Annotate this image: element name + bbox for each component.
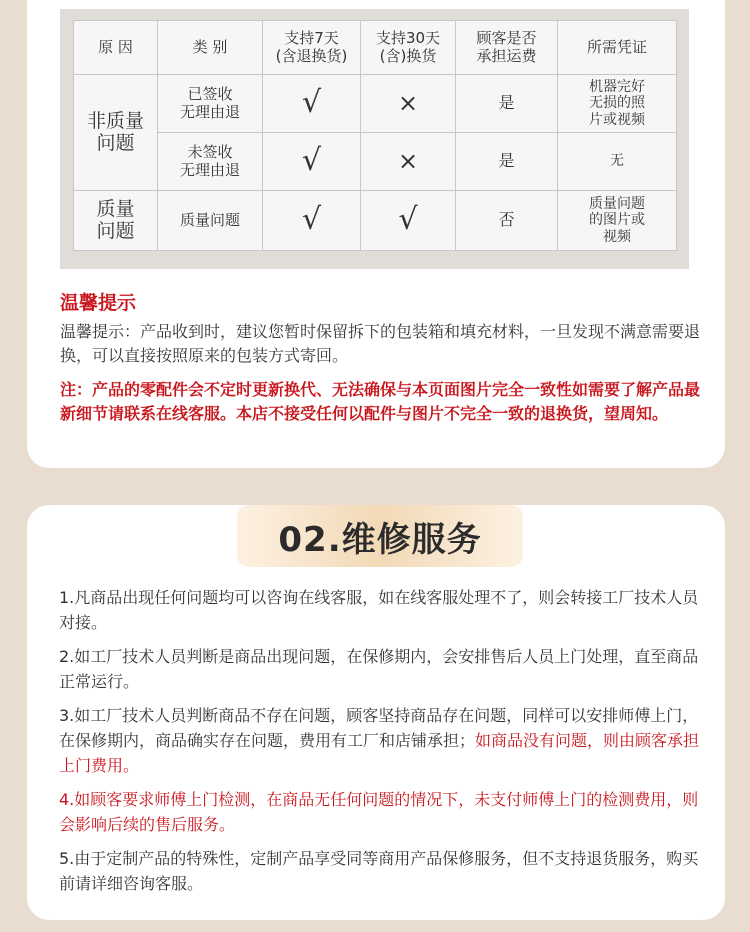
- tips-heading: 温馨提示: [60, 292, 137, 314]
- freight-cell: 是: [456, 75, 558, 133]
- item3-text: 3.如工厂技术人员判断商品不存在问题，顾客坚持商品存在问题，同样可以安排师傅上门，在保修期内，商品确实存在问题，费用有工厂和店铺承担；: [59, 706, 699, 750]
- proof-cell: 机器完好 无损的照 片或视频: [558, 75, 677, 133]
- section-title: 02.维修服务: [237, 505, 523, 567]
- reason-non-quality: 非质量 问题: [74, 75, 158, 191]
- table-header-row: [74, 21, 677, 75]
- table-row: [74, 75, 677, 133]
- check-icon: √: [263, 75, 361, 133]
- return-policy-card: [27, 0, 725, 468]
- check-icon: √: [263, 133, 361, 191]
- proof-cell: 无: [558, 133, 677, 191]
- freight-cell: 否: [456, 191, 558, 251]
- table-row: [74, 133, 677, 191]
- table-row: [74, 191, 677, 251]
- cross-icon: ×: [361, 75, 456, 133]
- proof-cell: 质量问题 的图片或 视频: [558, 191, 677, 251]
- header-type: 类 别: [158, 21, 263, 75]
- header-30day: 支持30天 (含)换货: [361, 21, 456, 75]
- cross-icon: ×: [361, 133, 456, 191]
- list-item: 1.凡商品出现任何问题均可以咨询在线客服，如在线客服处理不了，则会转接工厂技术人员对接。: [59, 588, 699, 632]
- list-item: 4.如顾客要求师傅上门检测，在商品无任何问题的情况下，未支付师傅上门的检测费用，则会影响后续的售后服务。: [59, 790, 699, 834]
- service-list: [59, 585, 709, 905]
- type-cell: 已签收 无理由退: [158, 75, 263, 133]
- policy-table-frame: [60, 9, 689, 269]
- header-reason: 原 因: [74, 21, 158, 75]
- freight-cell: 是: [456, 133, 558, 191]
- list-item: 5.由于定制产品的特殊性，定制产品享受同等商用产品保修服务，但不支持退货服务，购买前请详细咨询客服。: [59, 849, 699, 893]
- tips-text: 温馨提示：产品收到时，建议您暂时保留拆下的包装箱和填充材料，一旦发现不满意需要退换，可以直接按照原来的包装方式寄回。: [60, 322, 701, 365]
- type-cell: 未签收 无理由退: [158, 133, 263, 191]
- return-policy-table: [73, 20, 677, 251]
- list-item: [59, 703, 709, 778]
- header-7day: 支持7天 (含退换货): [263, 21, 361, 75]
- repair-service-card: [27, 505, 725, 920]
- type-cell: 质量问题: [158, 191, 263, 251]
- item3-highlight: 如商品没有问题，则由顾客承担上门费用。: [59, 731, 700, 775]
- check-icon: √: [361, 191, 456, 251]
- check-icon: √: [263, 191, 361, 251]
- list-item: 2.如工厂技术人员判断是商品出现问题，在保修期内，会安排售后人员上门处理，直至商品正常运行。: [59, 647, 699, 691]
- header-proof: 所需凭证: [558, 21, 677, 75]
- header-freight: 顾客是否 承担运费: [456, 21, 558, 75]
- parts-notice: 注：产品的零配件会不定时更新换代、无法确保与本页面图片完全一致性如需要了解产品最新细节请联系在线客服。本店不接受任何以配件与图片不完全一致的退换货，望周知。: [60, 380, 701, 423]
- reason-quality: 质量 问题: [74, 191, 158, 251]
